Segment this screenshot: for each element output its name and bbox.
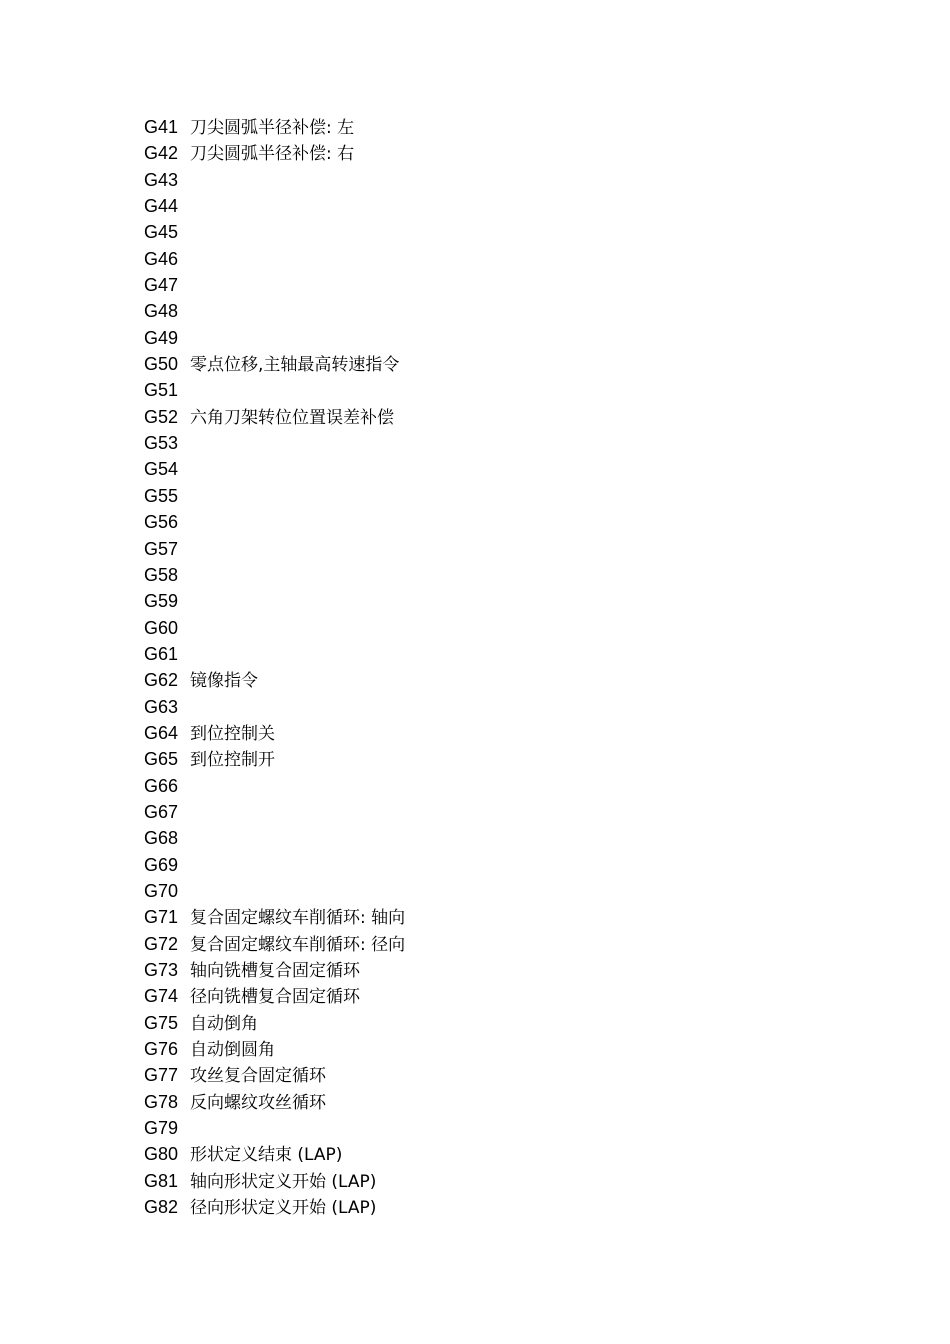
list-item [144, 1036, 405, 1062]
g-code: G64 [144, 722, 179, 743]
g-code: G62 [144, 670, 179, 691]
list-item [144, 325, 405, 351]
g-code-description: 自动倒圆角 [190, 1040, 275, 1061]
g-code: G59 [144, 591, 179, 612]
g-code-description: 自动倒角 [190, 1013, 258, 1034]
g-code: G42 [144, 143, 179, 164]
g-code: G82 [144, 1197, 179, 1218]
list-item [144, 1010, 405, 1036]
g-code-description: 零点位移,主轴最高转速指令 [190, 355, 400, 376]
list-item [144, 957, 405, 983]
g-code: G56 [144, 512, 179, 533]
g-code: G61 [144, 643, 179, 664]
list-item [144, 272, 405, 298]
list-item [144, 1089, 405, 1115]
g-code-description: 六角刀架转位位置误差补偿 [190, 407, 394, 428]
g-code: G60 [144, 617, 179, 638]
list-item [144, 746, 405, 772]
list-item [144, 667, 405, 693]
g-code: G53 [144, 433, 179, 454]
g-code: G43 [144, 169, 179, 190]
g-code: G78 [144, 1091, 179, 1112]
g-code-description: 反向螺纹攻丝循环 [190, 1092, 326, 1113]
list-item [144, 588, 405, 614]
list-item [144, 931, 405, 957]
list-item [144, 773, 405, 799]
g-code: G74 [144, 986, 179, 1007]
list-item [144, 193, 405, 219]
g-code: G71 [144, 907, 179, 928]
g-code-description: 轴向铣槽复合固定循环 [190, 961, 360, 981]
list-item [144, 983, 405, 1009]
g-code-description: 复合固定螺纹车削循环: 轴向 [190, 908, 406, 929]
g-code-description: 轴向形状定义开始 (LAP) [190, 1171, 377, 1192]
list-item [144, 456, 405, 482]
g-code: G41 [144, 117, 179, 137]
g-code: G45 [144, 222, 179, 243]
list-item [144, 298, 405, 324]
list-item [144, 852, 405, 878]
g-code-description: 到位控制关 [190, 723, 275, 744]
g-code: G77 [144, 1065, 179, 1086]
list-item [144, 377, 405, 403]
list-item [144, 483, 405, 509]
g-code-description: 形状定义结束 (LAP) [190, 1145, 343, 1166]
list-item [144, 404, 405, 430]
g-code: G63 [144, 696, 179, 717]
list-item [144, 140, 405, 166]
list-item [144, 430, 405, 456]
g-code-description: 径向形状定义开始 (LAP) [190, 1198, 377, 1219]
g-code: G69 [144, 854, 179, 875]
g-code-description: 到位控制开 [190, 750, 275, 771]
list-item [144, 219, 405, 245]
g-code: G57 [144, 538, 179, 559]
g-code: G47 [144, 275, 179, 296]
list-item [144, 904, 405, 930]
g-code: G44 [144, 196, 179, 217]
list-item [144, 1115, 405, 1141]
g-code: G52 [144, 406, 179, 427]
g-code-description: 复合固定螺纹车削循环: 径向 [190, 934, 406, 955]
g-code: G73 [144, 960, 179, 980]
g-code-description: 攻丝复合固定循环 [190, 1066, 326, 1087]
g-code: G80 [144, 1144, 179, 1165]
g-code: G54 [144, 459, 179, 480]
g-code: G68 [144, 828, 179, 849]
list-item [144, 1168, 405, 1194]
g-code: G55 [144, 485, 179, 506]
list-item [144, 878, 405, 904]
g-code-description: 刀尖圆弧半径补偿: 右 [190, 144, 355, 165]
list-item [144, 351, 405, 377]
list-item [144, 641, 405, 667]
list-item [144, 114, 405, 140]
g-code: G75 [144, 1012, 179, 1033]
g-code: G66 [144, 775, 179, 796]
g-code: G72 [144, 933, 179, 954]
g-code: G48 [144, 301, 179, 322]
list-item [144, 509, 405, 535]
list-item [144, 1062, 405, 1088]
g-code: G70 [144, 880, 179, 901]
g-code: G46 [144, 248, 179, 269]
g-code: G76 [144, 1039, 179, 1060]
list-item [144, 720, 405, 746]
list-item [144, 562, 405, 588]
list-item [144, 799, 405, 825]
list-item [144, 536, 405, 562]
list-item [144, 1141, 405, 1167]
list-item [144, 825, 405, 851]
g-code: G81 [144, 1170, 179, 1191]
g-code-description: 镜像指令 [190, 671, 258, 692]
list-item [144, 1194, 405, 1220]
list-item [144, 246, 405, 272]
g-code: G67 [144, 801, 179, 822]
g-code: G50 [144, 354, 179, 375]
list-item [144, 167, 405, 193]
list-item [144, 694, 405, 720]
g-code: G58 [144, 564, 179, 585]
list-item [144, 615, 405, 641]
g-code-list [144, 114, 405, 1220]
g-code-description: 刀尖圆弧半径补偿: 左 [190, 118, 355, 138]
g-code-description: 径向铣槽复合固定循环 [190, 987, 360, 1008]
g-code: G79 [144, 1118, 179, 1139]
g-code: G49 [144, 327, 179, 348]
g-code: G65 [144, 749, 179, 770]
g-code: G51 [144, 380, 179, 401]
